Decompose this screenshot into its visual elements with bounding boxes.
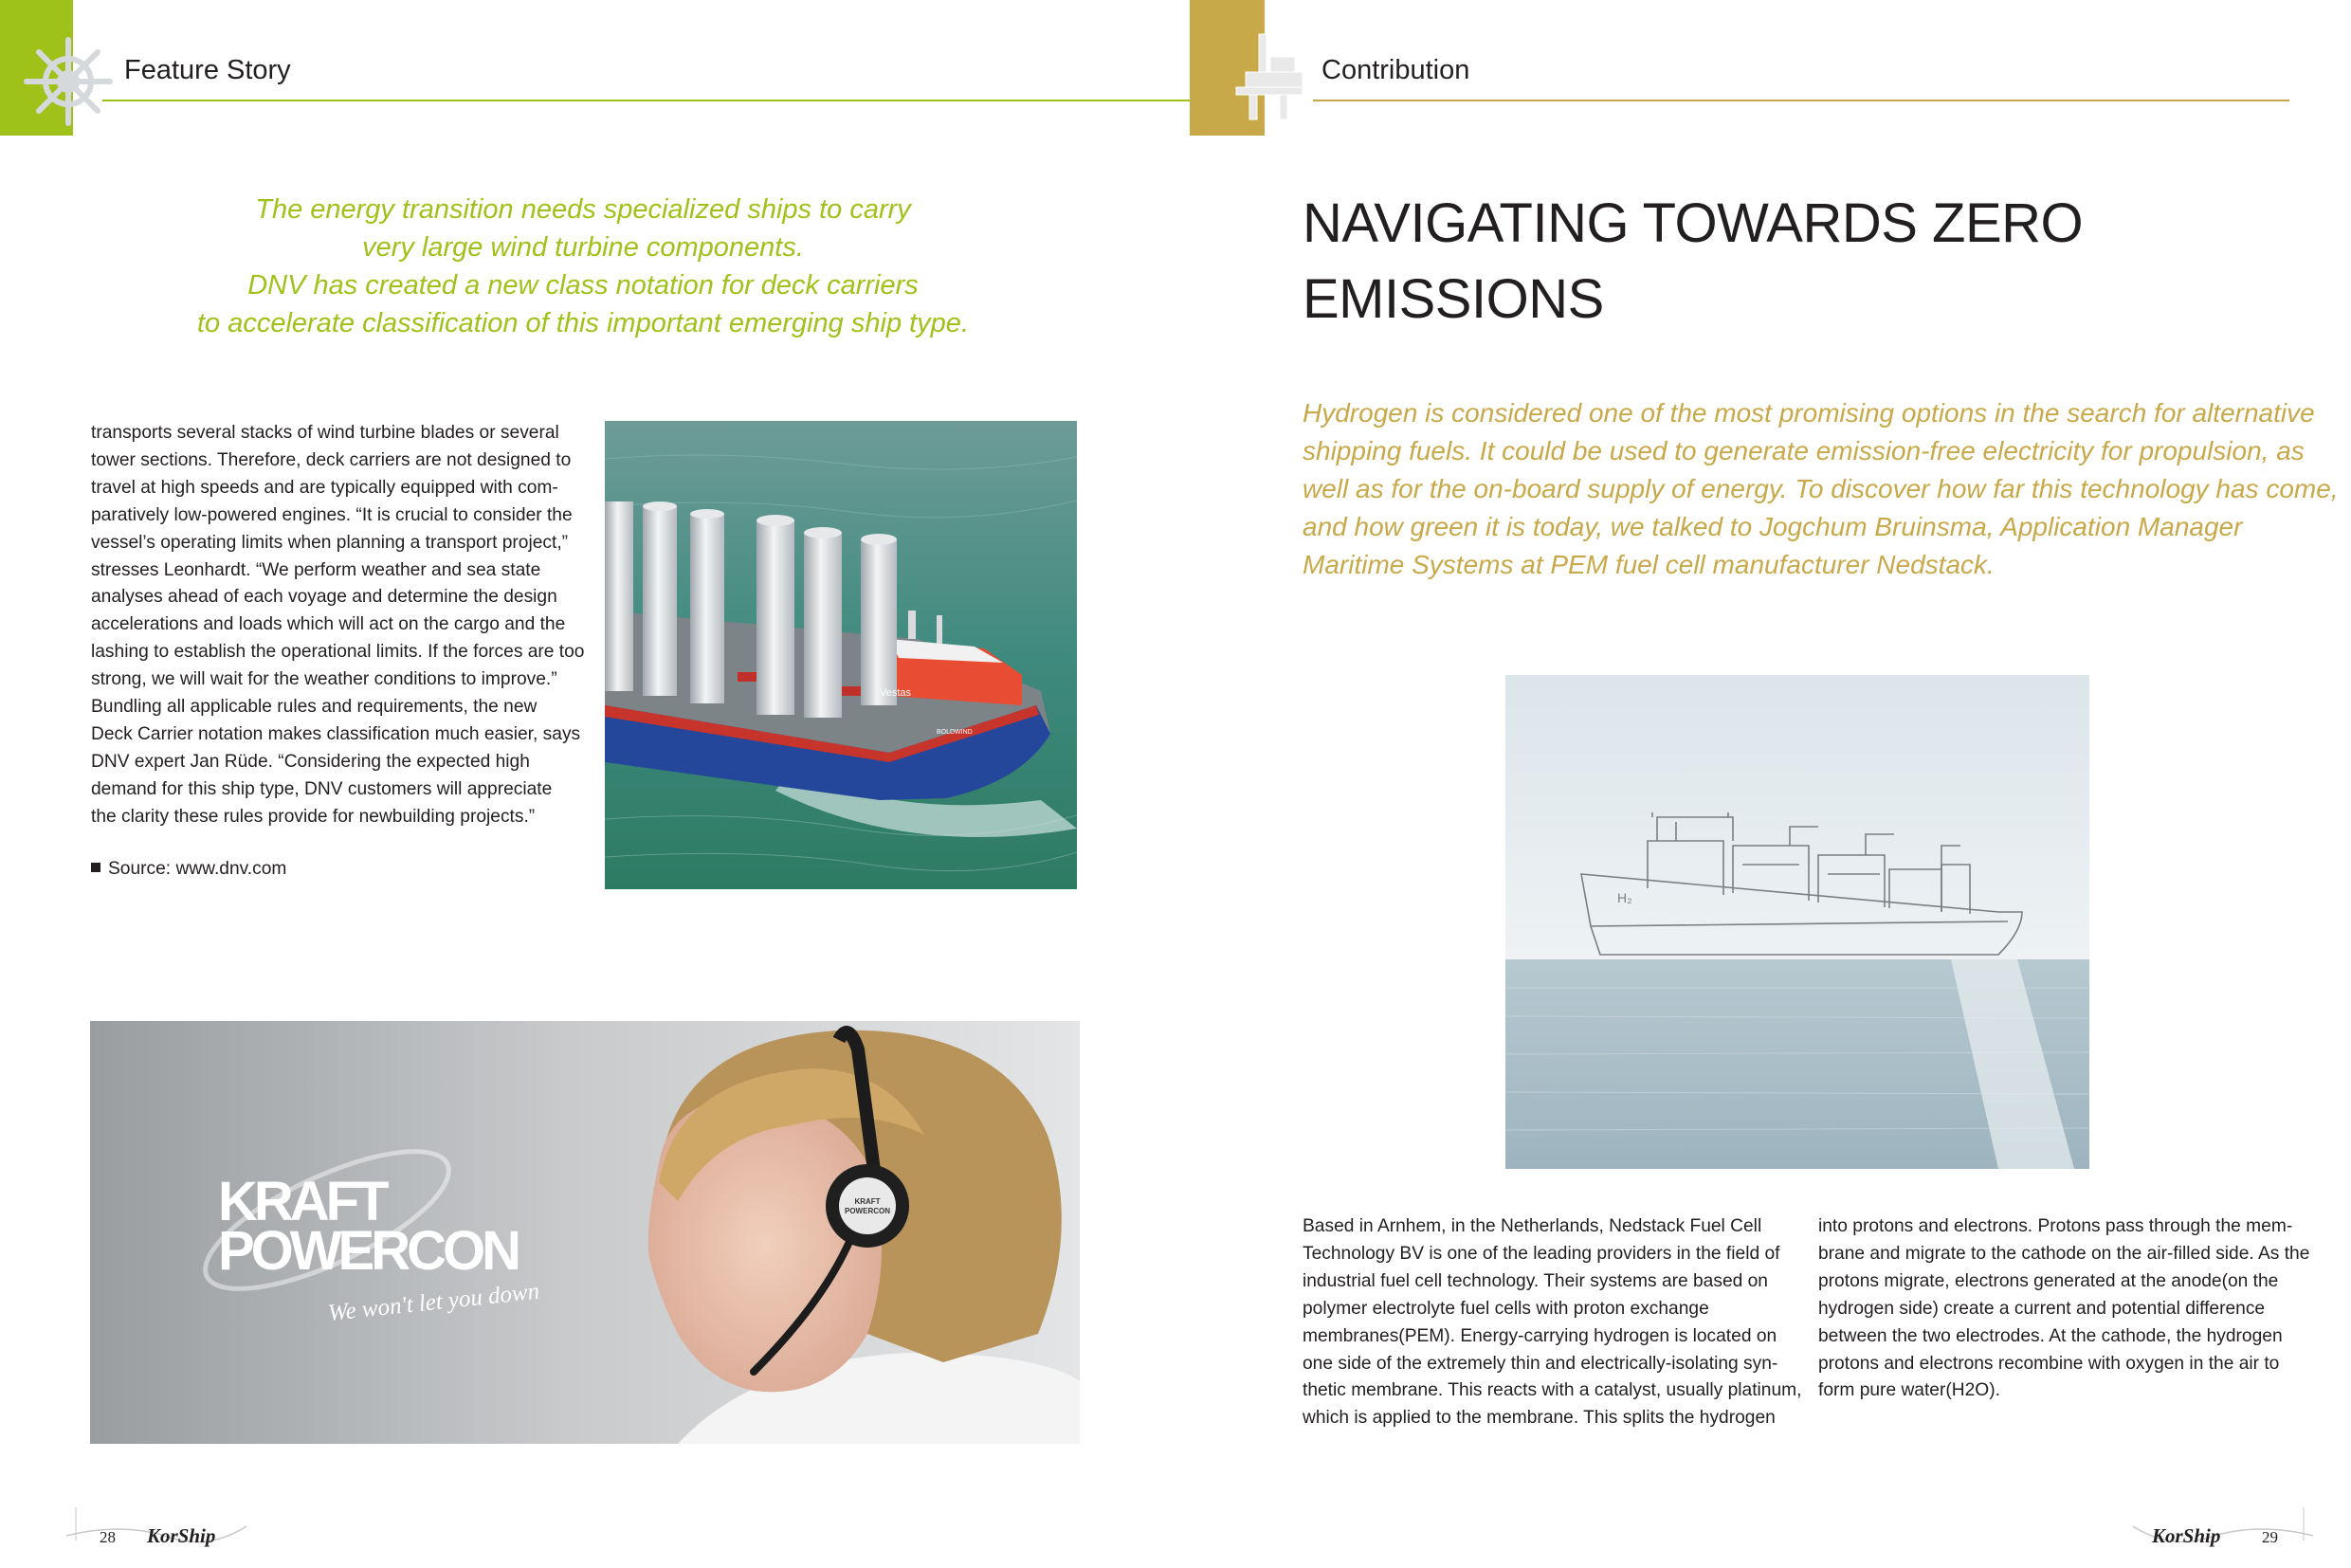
- hydrogen-ship-illustration: [1505, 675, 2089, 1169]
- bullet-square-icon: [91, 863, 100, 872]
- korship-logo-left: KorShip: [147, 1524, 216, 1547]
- headset-logo-line1: KRAFT: [854, 1197, 881, 1206]
- body-line: tower sections. Therefore, deck carriers are not designed to: [91, 449, 572, 470]
- body-line: strong, we will wait for the weather conditions to improve.”: [91, 669, 557, 690]
- source-text: Source: www.dnv.com: [108, 859, 287, 879]
- intro-line: to accelerate classification of this important emerging ship type.: [196, 308, 969, 338]
- intro-line: shipping fuels. It could be used to generate emission-free electricity for propulsion, as: [1303, 436, 2305, 465]
- intro-line: The energy transition needs specialized ships to carry: [255, 194, 911, 225]
- intro-line: Maritime Systems at PEM fuel cell manufacturer Nedstack.: [1303, 550, 1995, 579]
- feature-intro: [190, 191, 976, 342]
- body-line: membranes(PEM). Energy-carrying hydrogen is located on: [1303, 1325, 1777, 1346]
- body-line: Bundling all applicable rules and requirements, the new: [91, 697, 538, 718]
- body-line: protons migrate, electrons generated at the anode(on the: [1818, 1270, 2279, 1291]
- body-line: the clarity these rules provide for newbuilding projects.”: [91, 806, 536, 827]
- header-rule-right: [1313, 100, 2289, 101]
- title-line: EMISSIONS: [1303, 268, 1604, 330]
- body-line: polymer electrolyte fuel cells with proton exchange: [1303, 1298, 1709, 1319]
- body-line: hydrogen side) create a current and potential difference: [1818, 1298, 2266, 1319]
- article-column-2: [1818, 1213, 2310, 1405]
- h2-hull-label: H₂: [1617, 890, 1632, 905]
- ship-hull-brand: Vestas: [880, 687, 912, 699]
- ad-brand-line1: KRAFT: [218, 1171, 386, 1232]
- body-line: vessel’s operating limits when planning a transport project,”: [91, 532, 569, 553]
- body-line: Technology BV is one of the leading providers in the field of: [1303, 1243, 1780, 1264]
- article-intro: [1303, 394, 2339, 584]
- body-line: into protons and electrons. Protons pass through the mem-: [1818, 1216, 2293, 1236]
- section-label-feature-story: Feature Story: [124, 55, 291, 85]
- body-line: thetic membrane. This reacts with a catalyst, usually platinum,: [1303, 1380, 1802, 1401]
- intro-line: Hydrogen is considered one of the most promising options in the search for alternative: [1303, 398, 2315, 428]
- kraft-powercon-ad: [90, 1021, 1080, 1444]
- intro-line: very large wind turbine components.: [362, 232, 804, 263]
- intro-line: well as for the on-board supply of energy. To discover how far this technology has come,: [1303, 474, 2339, 503]
- body-line: between the two electrodes. At the cathode, the hydrogen: [1818, 1325, 2283, 1346]
- article-title: [1303, 186, 2307, 337]
- body-line: Deck Carrier notation makes classification much easier, says: [91, 723, 581, 744]
- offshore-rig-icon: [1232, 28, 1306, 123]
- body-line: demand for this ship type, DNV customers will appreciate: [91, 778, 553, 799]
- intro-line: and how green it is today, we talked to Jogchum Bruinsma, Application Manager: [1303, 512, 2243, 541]
- title-line: NAVIGATING TOWARDS ZERO: [1303, 192, 2084, 254]
- feature-body-text: [91, 420, 585, 831]
- section-label-contribution: Contribution: [1321, 55, 1470, 85]
- deck-carrier-photo: [605, 421, 1077, 889]
- page-number-left: 28: [100, 1528, 116, 1546]
- body-line: protons and electrons recombine with oxygen in the air to: [1818, 1353, 2280, 1374]
- korship-logo-right: KorShip: [2152, 1524, 2221, 1547]
- body-line: which is applied to the membrane. This splits the hydrogen: [1303, 1408, 1776, 1429]
- ship-name-label: BOLDWIND: [937, 729, 973, 736]
- body-line: lashing to establish the operational limits. If the forces are too: [91, 642, 585, 663]
- body-line: industrial fuel cell technology. Their systems are based on: [1303, 1270, 1768, 1291]
- intro-line: DNV has created a new class notation for deck carriers: [247, 270, 919, 301]
- ad-brand-line2: POWERCON: [218, 1220, 518, 1282]
- body-line: accelerations and loads which will act on the cargo and the: [91, 614, 566, 635]
- page-number-right: 29: [2262, 1528, 2278, 1546]
- ship-wheel-icon: [23, 36, 114, 127]
- body-line: Based in Arnhem, in the Netherlands, Nedstack Fuel Cell: [1303, 1216, 1762, 1236]
- headset-logo-line2: POWERCON: [845, 1207, 890, 1215]
- body-line: analyses ahead of each voyage and determine the design: [91, 587, 557, 608]
- body-line: DNV expert Jan Rüde. “Considering the expected high: [91, 751, 530, 772]
- article-column-1: [1303, 1213, 1802, 1432]
- source-note: [91, 859, 286, 880]
- body-line: stresses Leonhardt. “We perform weather and sea state: [91, 559, 541, 580]
- body-line: paratively low-powered engines. “It is crucial to consider the: [91, 504, 573, 525]
- body-line: one side of the extremely thin and electrically-isolating syn-: [1303, 1353, 1778, 1374]
- body-line: brane and migrate to the cathode on the air-filled side. As the: [1818, 1243, 2310, 1264]
- body-line: travel at high speeds and are typically equipped with com-: [91, 477, 558, 498]
- ad-tagline: We won't let you down: [326, 1278, 541, 1326]
- header-rule-left: [102, 100, 1191, 101]
- body-line: transports several stacks of wind turbine blades or several: [91, 423, 559, 443]
- body-line: form pure water(H2O).: [1818, 1380, 2000, 1401]
